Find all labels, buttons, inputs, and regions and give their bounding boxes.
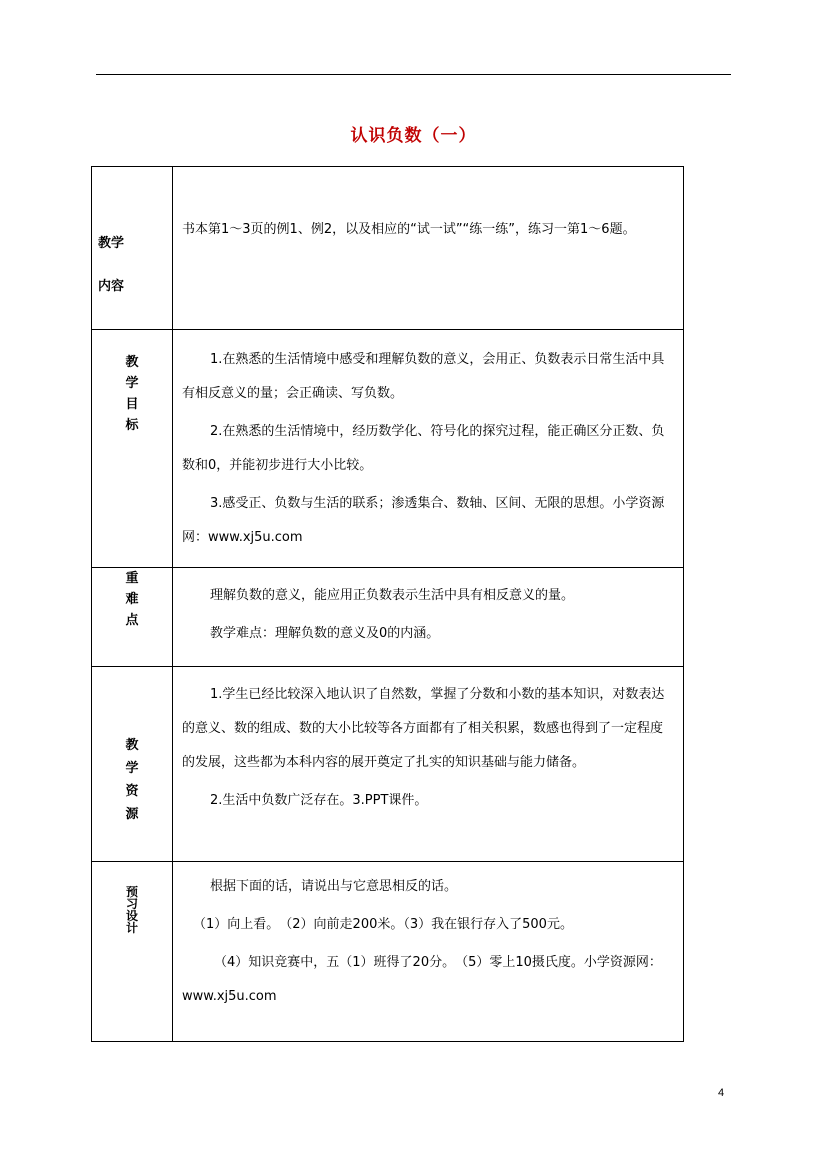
label-vertical [92,886,172,934]
label-char: 计 [125,921,138,935]
label-teaching-goals [92,330,173,568]
label-key-difficulties [92,568,173,667]
document-title: 认识负数（一） [350,126,477,146]
label-line-1: 教学 [98,236,125,251]
label-char: 难 [125,592,139,607]
row-preview-design [92,862,684,1042]
label-line-2: 内容 [98,279,125,294]
label-char: 教 [125,738,139,753]
content-teaching-goals [173,330,684,568]
label-char: 学 [125,376,139,391]
label-char: 预 [125,885,138,899]
resource-paragraph-2: 2.生活中负数广泛存在。3.PPT课件。 [210,793,428,808]
label-char: 标 [125,418,139,433]
goal-paragraph-2: 2.在熟悉的生活情境中，经历数学化、符号化的探究过程，能正确区分正数、负数和0，并能初步进行大小比较。 [182,424,665,473]
row-teaching-resources [92,667,684,862]
label-teaching-resources [92,667,173,862]
label-char: 教 [125,355,139,370]
lesson-plan-table [91,166,684,1042]
label-vertical [92,734,172,826]
label-char: 点 [125,613,139,628]
content-teaching-content [173,167,684,330]
label-preview-design [92,862,173,1042]
difficulty-paragraph-1: 理解负数的意义，能应用正负数表示生活中具有相反意义的量。 [210,588,575,603]
content-paragraph: 书本第1～3页的例1、例2，以及相应的“试一试”“练一练”，练习一第1～6题。 [182,222,636,237]
row-teaching-goals [92,330,684,568]
preview-paragraph-3: （4）知识竞赛中，五（1）班得了20分。 （5）零上10摄氏度。小学资源网：www.xj5u.com [182,955,662,1004]
label-char: 设 [125,909,138,923]
page-number: 4 [718,1087,725,1099]
preview-paragraph-1: 根据下面的话，请说出与它意思相反的话。 [210,879,458,894]
content-teaching-resources [173,667,684,862]
content-preview-design [173,862,684,1042]
label-teaching-content [92,167,173,330]
label-vertical [92,352,172,436]
label-char: 习 [125,897,138,911]
header-rule [96,74,731,75]
content-key-difficulties [173,568,684,667]
row-key-difficulties [92,568,684,667]
row-teaching-content [92,167,684,330]
difficulty-paragraph-2: 教学难点：理解负数的意义及0的内涵。 [210,626,440,641]
goal-paragraph-1: 1.在熟悉的生活情境中感受和理解负数的意义，会用正、负数表示日常生活中具有相反意义的量；会正确读、写负数。 [182,352,665,401]
label-vertical [92,568,172,631]
label-char: 重 [125,571,139,586]
label-char: 目 [125,397,139,412]
preview-paragraph-2: （1）向上看。 （2）向前走200米。（3）我在银行存入了500元。 [193,917,573,932]
label-char: 资 [125,784,139,799]
label-char: 源 [125,807,139,822]
label-char: 学 [125,761,139,776]
resource-paragraph-1: 1.学生已经比较深入地认识了自然数，掌握了分数和小数的基本知识，对数表达的意义、数的组成、数的大小比较等各方面都有了相关积累，数感也得到了一定程度的发展，这些都为本科内容的展开奠定了扎实的知识基础与能力储备。 [182,687,665,770]
goal-paragraph-3: 3.感受正、负数与生活的联系；渗透集合、数轴、区间、无限的思想。小学资源网：www.xj5u.com [182,496,665,545]
